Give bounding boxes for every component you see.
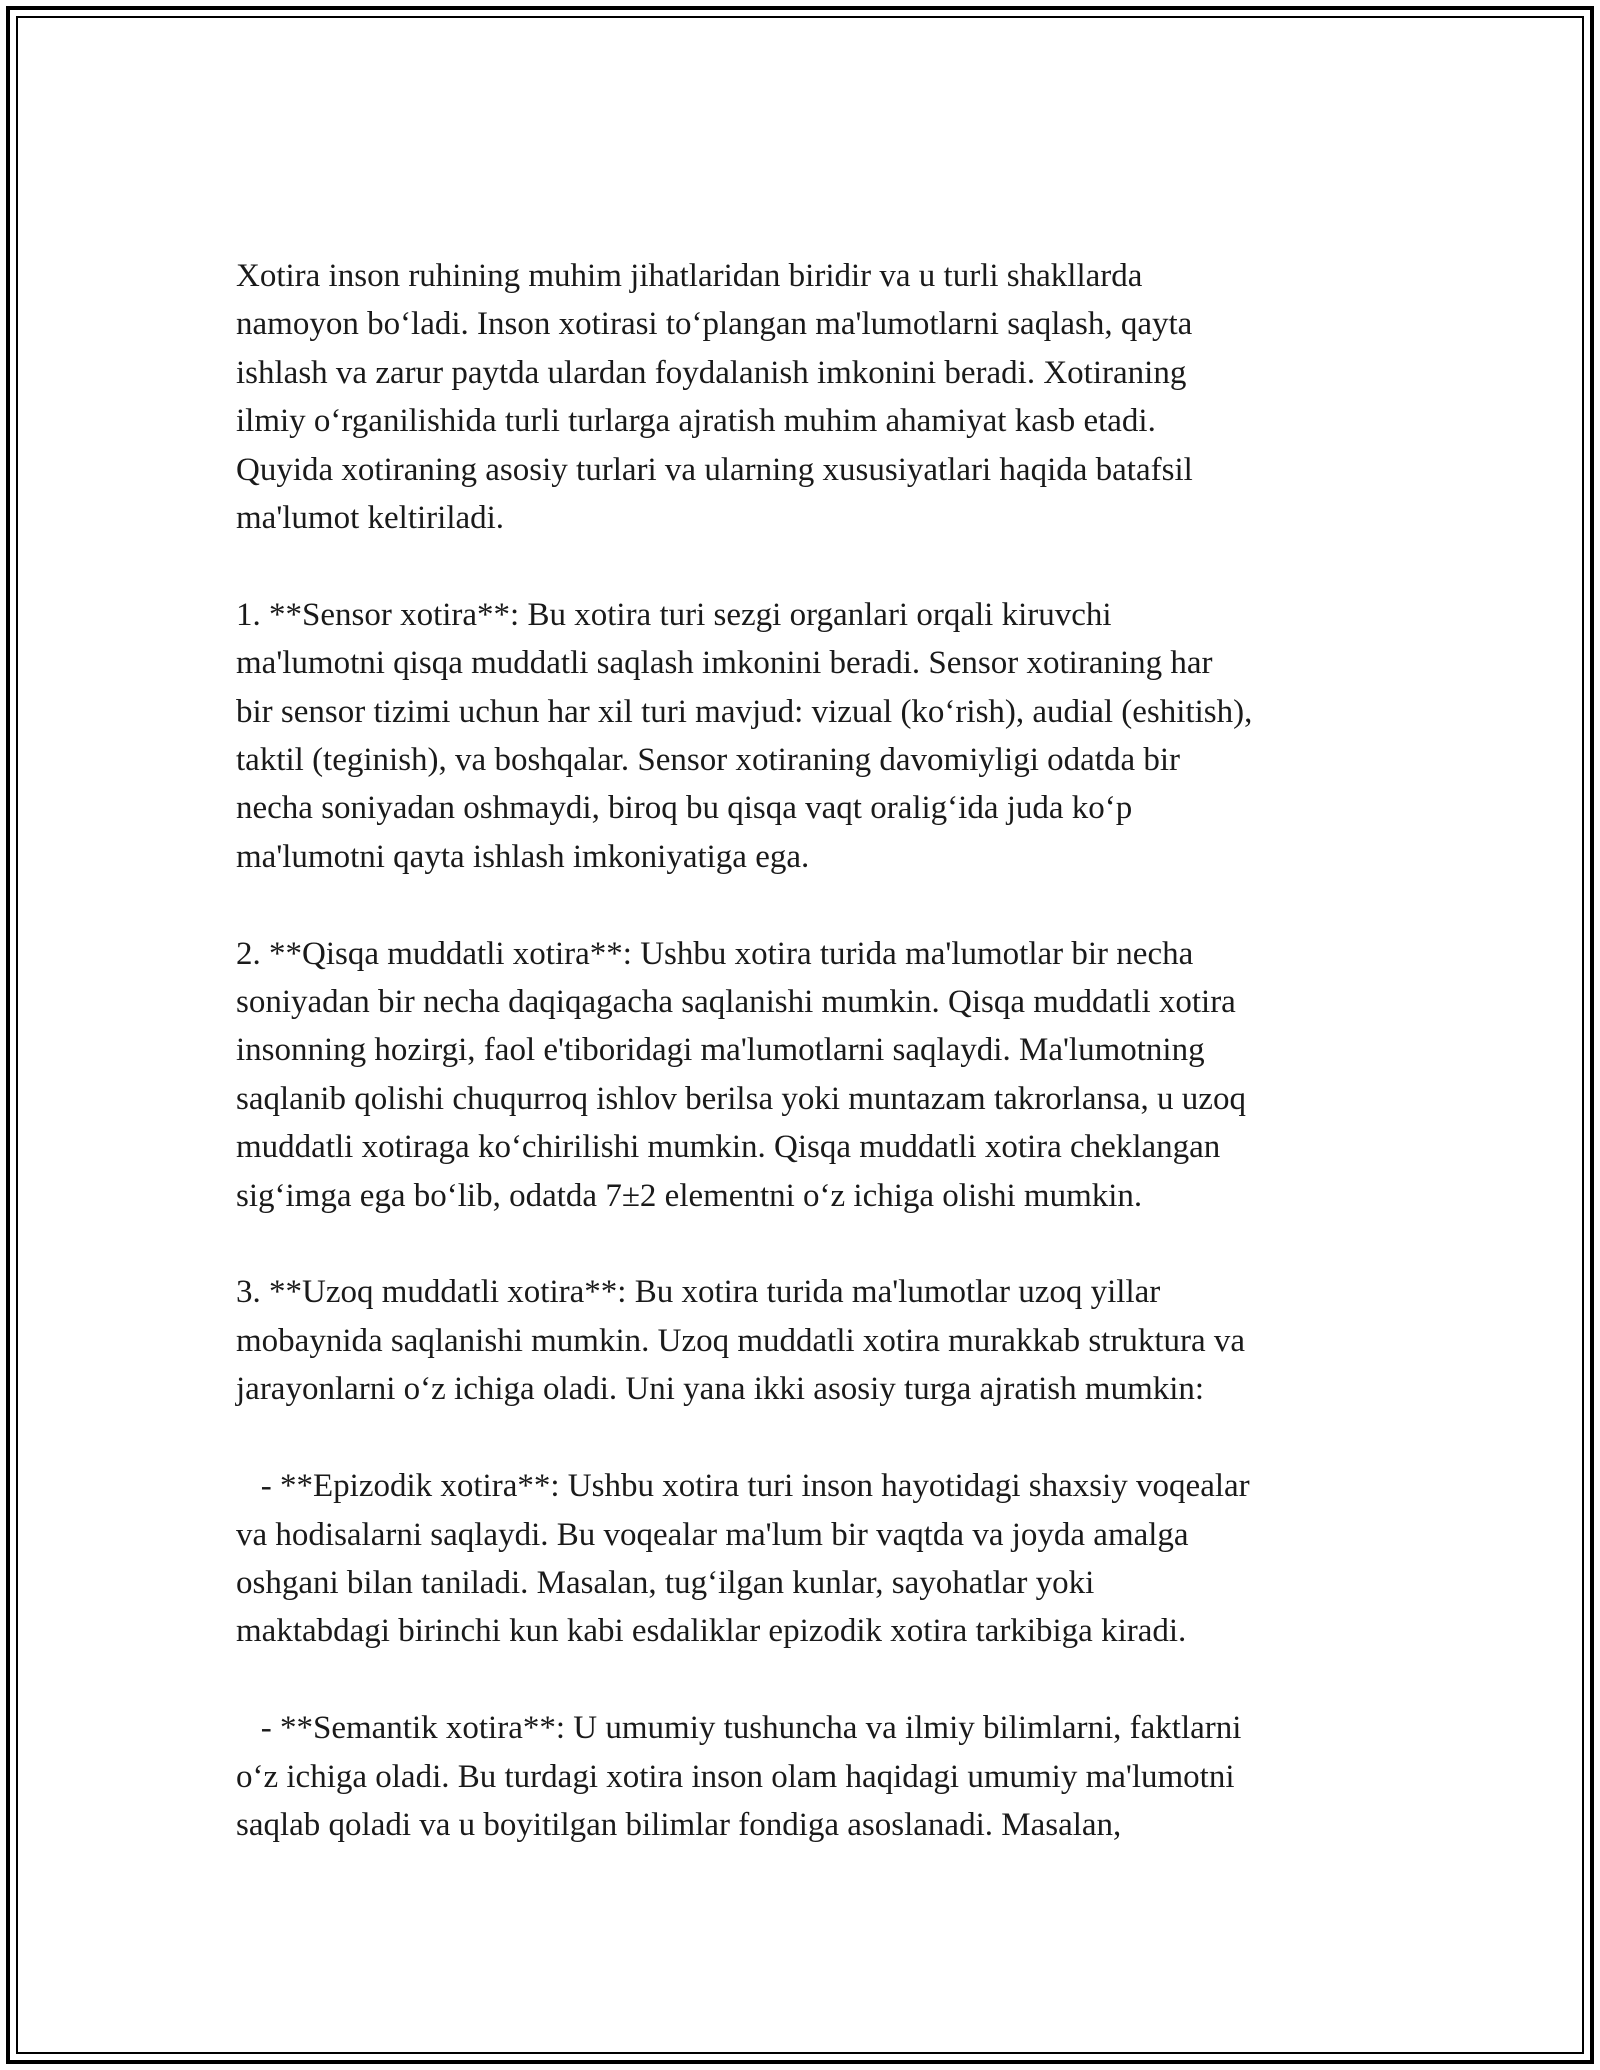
text-line: jarayonlarni o‘z ichiga oladi. Uni yana ikki asosiy turga ajratish mumkin:: [236, 1371, 1205, 1408]
text-line: 3. **Uzoq muddatli xotira**: Bu xotira turida ma'lumotlar uzoq yillar: [236, 1274, 1161, 1311]
text-line: ma'lumotni qisqa muddatli saqlash imkonini beradi. Sensor xotiraning har: [236, 645, 1213, 682]
paragraph-intro: [236, 252, 1376, 542]
text-line: muddatli xotiraga ko‘chirilishi mumkin. Qisqa muddatli xotira cheklangan: [236, 1129, 1221, 1166]
paragraph-sensor-memory: [236, 591, 1376, 881]
text-line: namoyon bo‘ladi. Inson xotirasi to‘plangan ma'lumotlarni saqlash, qayta: [236, 306, 1193, 343]
text-line: maktabdagi birinchi kun kabi esdaliklar epizodik xotira tarkibiga kiradi.: [236, 1613, 1187, 1650]
text-line: ma'lumotni qayta ishlash imkoniyatiga ega.: [236, 838, 810, 875]
text-line: 1. **Sensor xotira**: Bu xotira turi sezgi organlari orqali kiruvchi: [236, 596, 1112, 633]
paragraph-episodic-memory: [236, 1462, 1376, 1656]
text-line: o‘z ichiga oladi. Bu turdagi xotira inson olam haqidagi umumiy ma'lumotni: [236, 1758, 1235, 1795]
text-line: soniyadan bir necha daqiqagacha saqlanishi mumkin. Qisqa muddatli xotira: [236, 984, 1236, 1021]
text-line: ma'lumot keltiriladi.: [236, 500, 505, 537]
text-line: - **Semantik xotira**: U umumiy tushuncha va ilmiy bilimlarni, faktlarni: [236, 1710, 1242, 1747]
document-body: [236, 252, 1376, 1849]
text-line: saqlab qoladi va u boyitilgan bilimlar fondiga asoslanadi. Masalan,: [236, 1806, 1122, 1843]
text-line: bir sensor tizimi uchun har xil turi mavjud: vizual (ko‘rish), audial (eshitish),: [236, 693, 1253, 730]
text-line: oshgani bilan taniladi. Masalan, tug‘ilgan kunlar, sayohatlar yoki: [236, 1564, 1095, 1601]
text-line: mobaynida saqlanishi mumkin. Uzoq muddatli xotira murakkab struktura va: [236, 1322, 1246, 1359]
text-line: taktil (teginish), va boshqalar. Sensor xotiraning davomiyligi odatda bir: [236, 742, 1180, 779]
paragraph-semantic-memory: [236, 1704, 1376, 1849]
text-line: saqlanib qolishi chuqurroq ishlov berilsa yoki muntazam takrorlansa, u uzoq: [236, 1080, 1246, 1117]
text-line: 2. **Qisqa muddatli xotira**: Ushbu xotira turida ma'lumotlar bir necha: [236, 935, 1194, 972]
text-line: insonning hozirgi, faol e'tiboridagi ma'lumotlarni saqlaydi. Ma'lumotning: [236, 1032, 1205, 1069]
text-line: necha soniyadan oshmaydi, biroq bu qisqa vaqt oralig‘ida juda ko‘p: [236, 790, 1133, 827]
text-line: ishlash va zarur paytda ulardan foydalanish imkonini beradi. Xotiraning: [236, 354, 1187, 391]
text-line: - **Epizodik xotira**: Ushbu xotira turi inson hayotidagi shaxsiy voqealar: [236, 1468, 1250, 1505]
text-line: sig‘imga ega bo‘lib, odatda 7±2 elementni o‘z ichiga olishi mumkin.: [236, 1177, 1143, 1214]
paragraph-short-term-memory: [236, 930, 1376, 1220]
paragraph-long-term-memory: [236, 1268, 1376, 1413]
text-line: Quyida xotiraning asosiy turlari va ularning xususiyatlari haqida batafsil: [236, 451, 1193, 488]
text-line: va hodisalarni saqlaydi. Bu voqealar ma'lum bir vaqtda va joyda amalga: [236, 1516, 1189, 1553]
text-line: ilmiy o‘rganilishida turli turlarga ajratish muhim ahamiyat kasb etadi.: [236, 403, 1156, 440]
text-line: Xotira inson ruhining muhim jihatlaridan biridir va u turli shakllarda: [236, 258, 1143, 294]
